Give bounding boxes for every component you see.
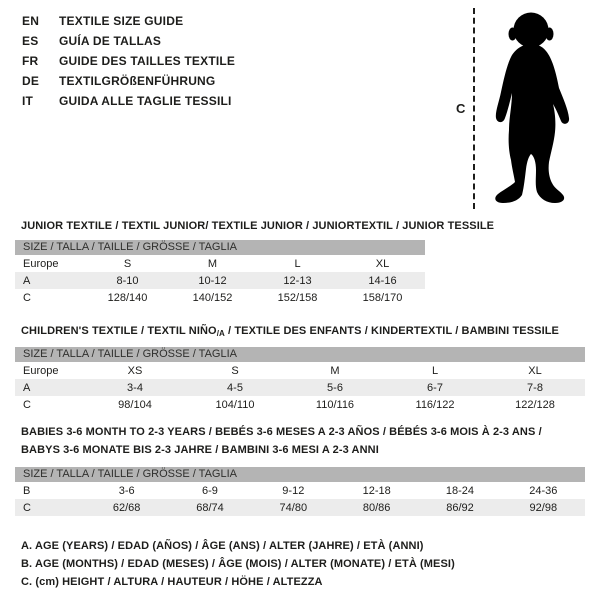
height-cell: 74/80: [279, 501, 308, 514]
age-cell: 12-13: [283, 274, 312, 287]
row-label: Europe: [23, 257, 59, 270]
height-measure-line: [473, 8, 475, 209]
age-cell: 6-9: [202, 484, 218, 497]
language-label: TEXTILGRÖßENFÜHRUNG: [59, 74, 216, 88]
language-guide: [22, 11, 235, 111]
height-cell: 128/140: [107, 291, 148, 304]
babies-table-title: [21, 423, 542, 459]
size-header-bar: SIZE / TALLA / TAILLE / GRÖSSE / TAGLIA: [15, 467, 585, 482]
row-label: A: [23, 381, 31, 394]
height-cell: 140/152: [192, 291, 233, 304]
children-table-title: [21, 322, 559, 343]
height-cell: 122/128: [515, 398, 555, 411]
language-label: TEXTILE SIZE GUIDE: [59, 14, 184, 28]
row-label: C: [23, 501, 31, 514]
baby-silhouette-icon: [482, 8, 580, 210]
table-row-europe: [15, 362, 585, 379]
age-cell: 7-8: [527, 381, 543, 394]
language-row-es: [22, 31, 235, 51]
junior-table-title: JUNIOR TEXTILE / TEXTIL JUNIOR/ TEXTILE JUNIOR / JUNIORTEXTIL / JUNIOR TESSILE: [21, 220, 495, 232]
children-title-subscript: /A: [216, 329, 225, 338]
babies-title-line1: BABIES 3-6 MONTH TO 2-3 YEARS / BEBÉS 3-6 MESES A 2-3 AÑOS / BÉBÉS 3-6 MOIS À 2-3 ANS /: [21, 426, 542, 438]
table-row-age: [15, 272, 425, 289]
age-cell: 4-5: [227, 381, 243, 394]
language-label: GUIDA ALLE TAGLIE TESSILI: [59, 94, 232, 108]
height-cell: 158/170: [362, 291, 403, 304]
language-code: DE: [22, 74, 40, 88]
height-cell: 110/116: [315, 398, 355, 411]
size-cell: XS: [127, 364, 143, 377]
junior-size-table: [15, 240, 425, 306]
size-cell: L: [431, 364, 439, 377]
height-cell: 62/68: [112, 501, 141, 514]
row-label: B: [23, 484, 31, 497]
age-cell: 24-36: [529, 484, 558, 497]
height-cell: 104/110: [215, 398, 255, 411]
size-cell: M: [330, 364, 340, 377]
age-cell: 5-6: [327, 381, 343, 394]
language-code: EN: [22, 14, 40, 28]
height-cell: 92/98: [529, 501, 558, 514]
size-cell: XL: [528, 364, 542, 377]
height-cell: 152/158: [277, 291, 318, 304]
table-row-height: [15, 289, 425, 306]
legend-line-b: B. AGE (MONTHS) / EDAD (MESES) / ÂGE (MOIS) / ALTER (MONATE) / ETÀ (MESI): [21, 558, 455, 570]
height-cell: 98/104: [118, 398, 152, 411]
measure-label-c: C: [456, 101, 466, 116]
size-cell: S: [231, 364, 239, 377]
age-cell: 3-4: [127, 381, 143, 394]
size-cell: M: [207, 257, 218, 270]
legend-line-c: C. (cm) HEIGHT / ALTURA / HAUTEUR / HÖHE / ALTEZZA: [21, 576, 323, 588]
size-header-bar: SIZE / TALLA / TAILLE / GRÖSSE / TAGLIA: [15, 240, 425, 255]
table-row-europe: [15, 255, 425, 272]
language-row-it: [22, 91, 235, 111]
age-cell: 9-12: [282, 484, 305, 497]
babies-title-line2: BABYS 3-6 MONATE BIS 2-3 JAHRE / BAMBINI 3-6 MESI A 2-3 ANNI: [21, 444, 379, 456]
children-title-pre: CHILDREN'S TEXTILE / TEXTIL NIÑO: [21, 325, 217, 337]
row-label: Europe: [23, 364, 59, 377]
language-code: FR: [22, 54, 39, 68]
legend-line-a: A. AGE (YEARS) / EDAD (AÑOS) / ÂGE (ANS) / ALTER (JAHRE) / ETÀ (ANNI): [21, 540, 424, 552]
height-cell: 80/86: [362, 501, 391, 514]
language-label: GUÍA DE TALLAS: [59, 34, 162, 48]
height-cell: 86/92: [446, 501, 474, 514]
table-row-age: [15, 379, 585, 396]
table-row-age-months: [15, 482, 585, 499]
language-code: IT: [22, 94, 34, 108]
row-label: C: [23, 398, 31, 411]
legend: [21, 537, 455, 591]
age-cell: 18-24: [445, 484, 475, 497]
age-cell: 10-12: [198, 274, 227, 287]
height-cell: 68/74: [196, 501, 224, 514]
age-cell: 6-7: [427, 381, 443, 394]
age-cell: 3-6: [118, 484, 135, 497]
language-row-fr: [22, 51, 235, 71]
age-cell: 12-18: [362, 484, 391, 497]
table-row-height: [15, 499, 585, 516]
row-label: C: [23, 291, 31, 304]
size-header-bar: SIZE / TALLA / TAILLE / GRÖSSE / TAGLIA: [15, 347, 585, 362]
children-size-table: [15, 347, 585, 413]
language-row-en: [22, 11, 235, 31]
language-label: GUIDE DES TAILLES TEXTILE: [59, 54, 236, 68]
babies-size-table: [15, 467, 585, 516]
age-cell: 14-16: [368, 274, 397, 287]
size-cell: XL: [375, 257, 390, 270]
height-cell: 116/122: [415, 398, 455, 411]
size-cell: L: [294, 257, 301, 270]
size-cell: S: [123, 257, 132, 270]
table-row-height: [15, 396, 585, 413]
row-label: A: [23, 274, 31, 287]
language-row-de: [22, 71, 235, 91]
age-cell: 8-10: [116, 274, 139, 287]
children-title-post: / TEXTILE DES ENFANTS / KINDERTEXTIL / BAMBINI TESSILE: [224, 325, 559, 337]
language-code: ES: [22, 34, 39, 48]
